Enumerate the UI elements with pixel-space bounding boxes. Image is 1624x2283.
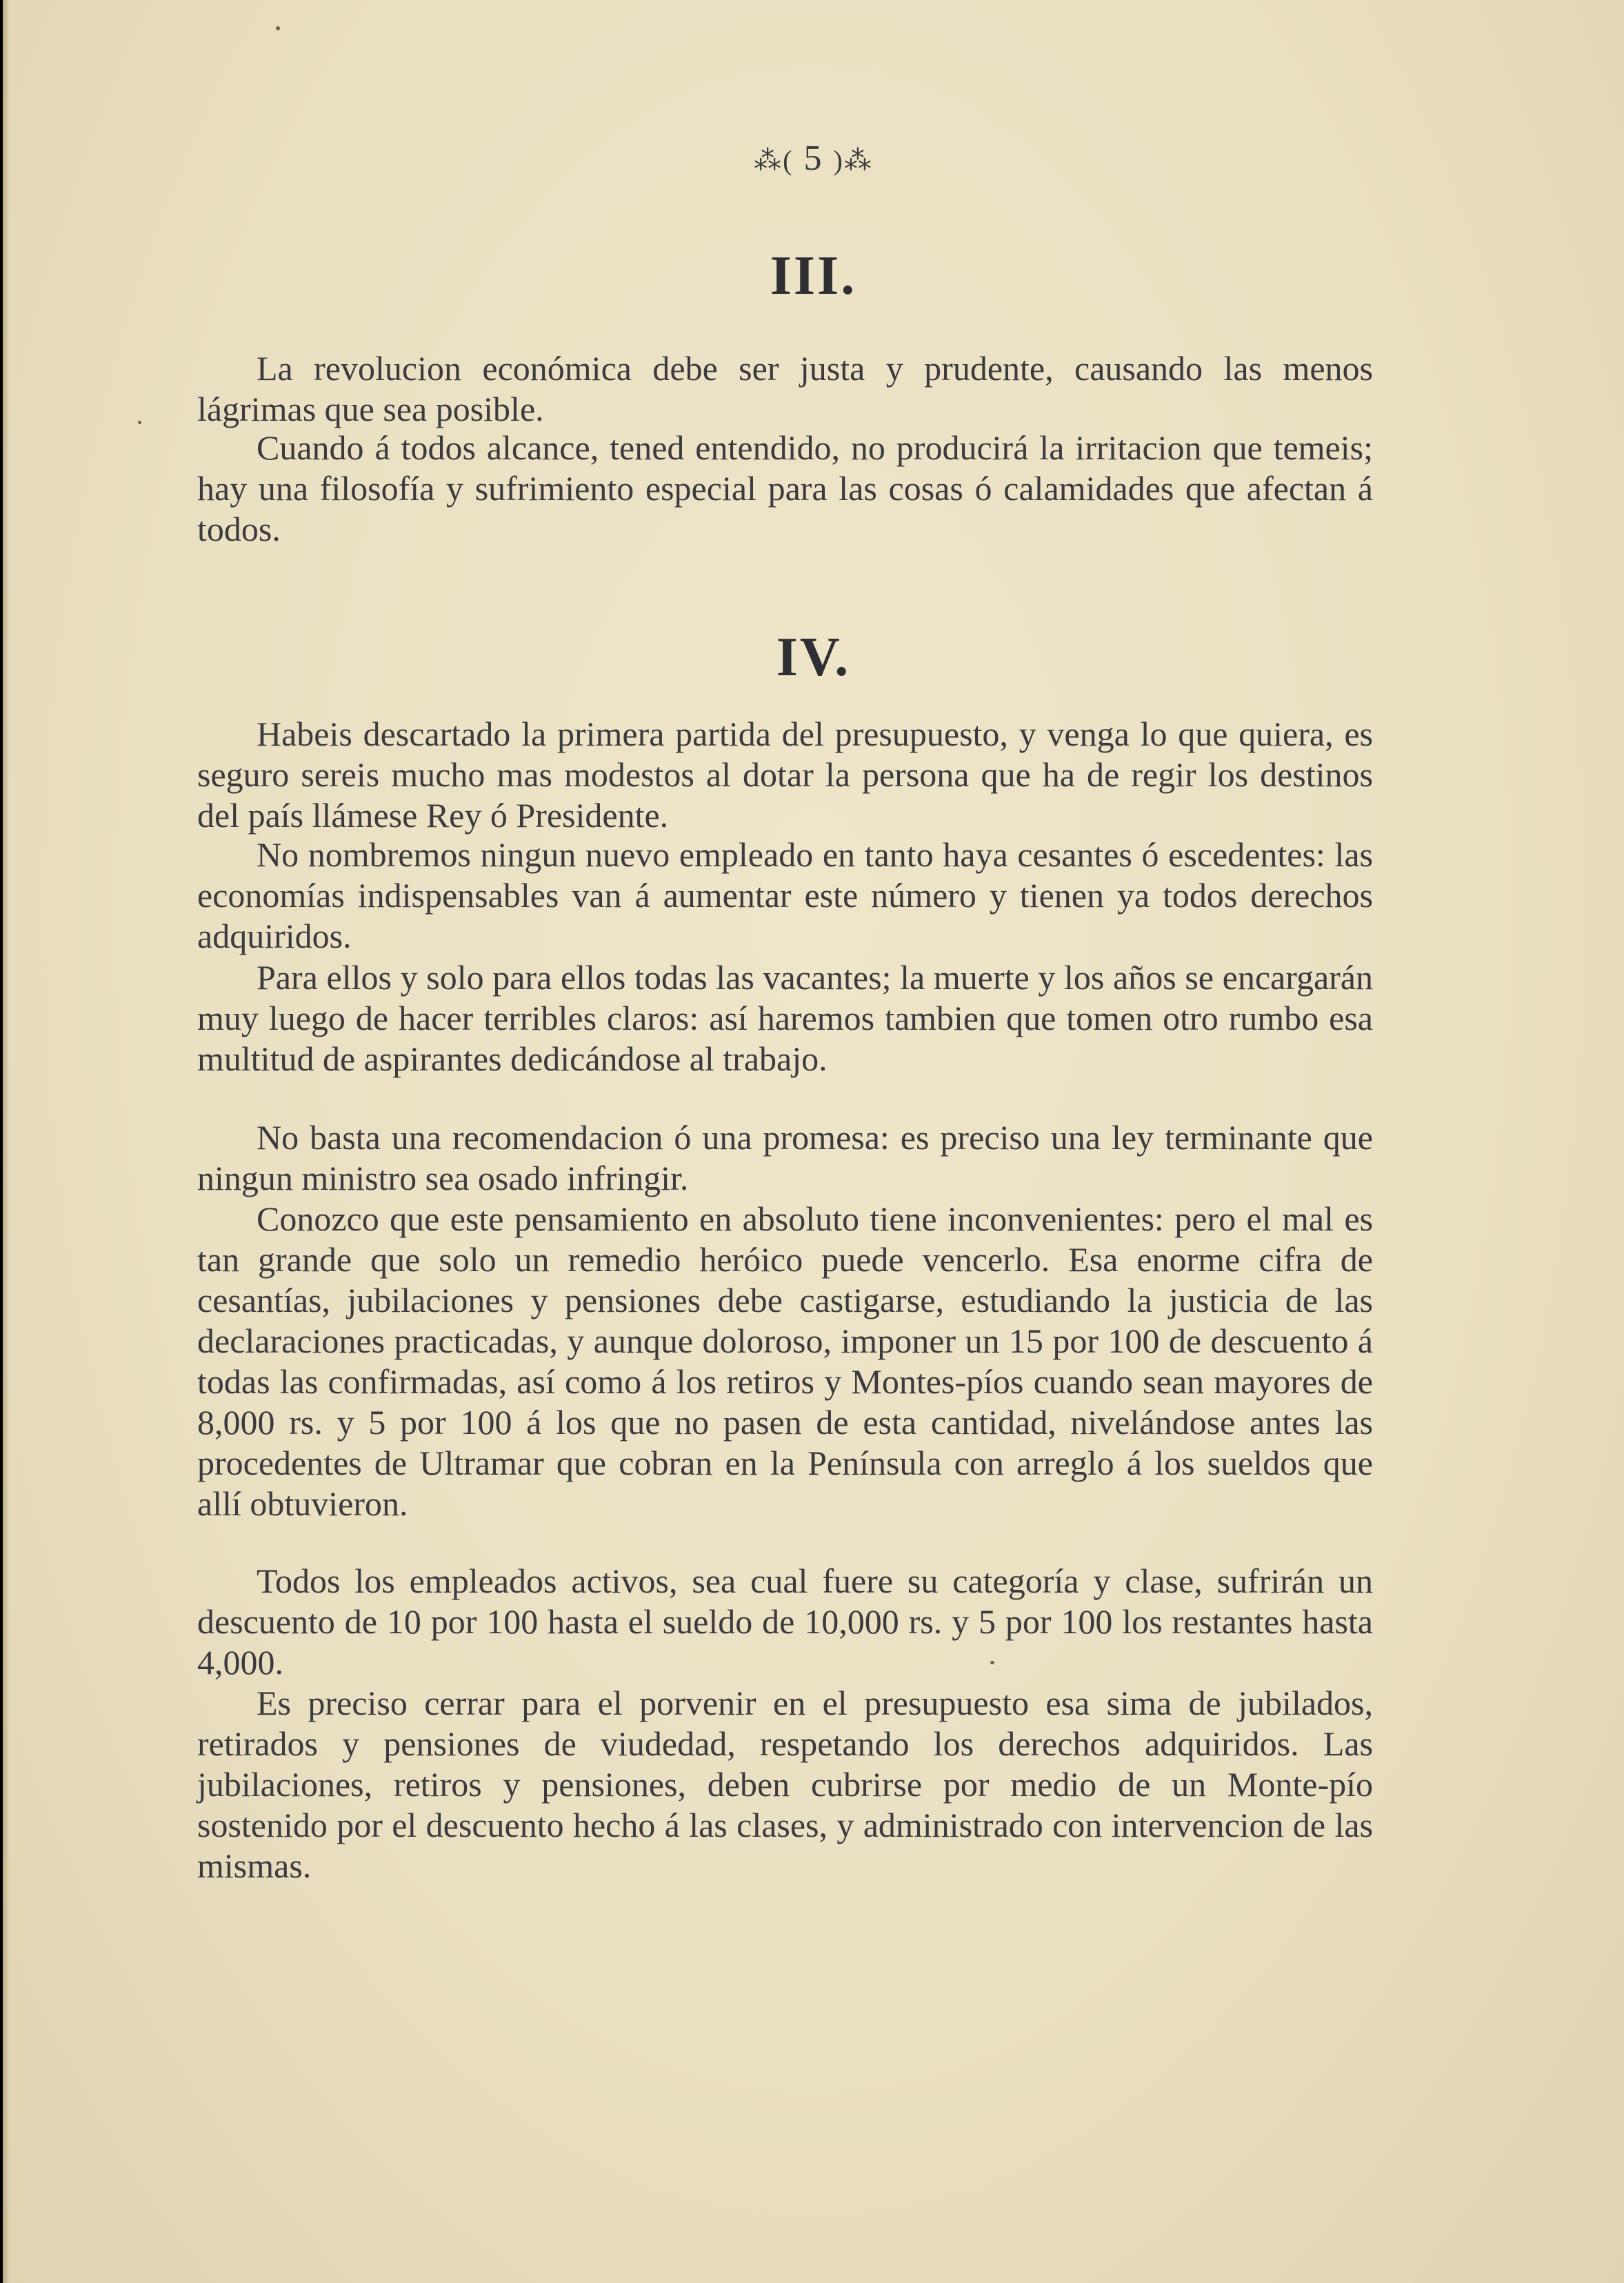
running-head [3,138,1624,179]
left-ornament: ⁂( [754,145,794,176]
book-page [3,0,1624,2283]
section-heading-iv: IV. [776,627,851,688]
paragraph-iv-2: No nombremos ningun nuevo empleado en tanto haya cesantes ó escedentes: las economías indispensables van á aumentar este número y tienen ya todos derechos adquiridos. [197,835,1373,955]
paragraph-iv-4: No basta una recomendacion ó una promesa: es preciso una ley terminante que ningun ministro sea osado infringir. [197,1118,1373,1197]
paper-speck [276,26,280,30]
page-edge-shadow [3,0,10,2283]
right-ornament: )⁂ [833,145,873,176]
paragraph-iv-6: Todos los empleados activos, sea cual fuere su categoría y clase, sufrirán un descuento de 10 por 100 hasta el sueldo de 10,000 rs. y 5 por 100 los restantes hasta 4,000. [197,1562,1373,1682]
paragraph-iv-7: Es preciso cerrar para el porvenir en el presupuesto esa sima de jubilados, retirados y pensiones de viudedad, respetando los derechos adquiridos. Las jubilaciones, retiros y pensiones, deben cubrirse por medio de un Monte-pío sostenido por el descuento hecho á las clases, y administrado con intervencion de las mismas. [197,1684,1373,1885]
paragraph-iii-2: Cuando á todos alcance, tened entendido, no producirá la irritacion que temeis; hay una filosofía y sufrimiento especial para las cosas ó calamidades que afectan á todos. [197,428,1373,548]
paragraph-iv-5: Conozco que este pensamiento en absoluto tiene inconvenientes: pero el mal es tan grande que solo un remedio heróico puede vencerlo. Esa enorme cifra de cesantías, jubilaciones y pensiones debe castigarse, estudiando la justicia de las declaraciones practicadas, y aunque doloroso, imponer un 15 por 100 de descuento á todas las confirmadas, así como á los retiros y Montes-píos cuando sean mayores de 8,000 rs. y 5 por 100 á los que no pasen de esta cantidad, nivelándose antes las procedentes de Ultramar que cobran en la Península con arreglo á los sueldos que allí obtuvieron. [197,1199,1373,1523]
paper-speck [138,421,141,424]
paragraph-iv-1: Habeis descartado la primera partida del presupuesto, y venga lo que quiera, es seguro sereis mucho mas modestos al dotar la persona que ha de regir los destinos del país llámese Rey ó Presidente. [197,715,1373,835]
section-heading-iii: III. [770,246,857,306]
page-number: 5 [803,139,823,178]
paragraph-iii-1: La revolucion económica debe ser justa y prudente, causando las menos lágrimas que sea posible. [197,349,1373,428]
paper-speck [990,1661,994,1664]
paragraph-iv-3: Para ellos y solo para ellos todas las vacantes; la muerte y los años se encargarán muy luego de hacer terribles claros: así haremos tambien que tomen otro rumbo esa multitud de aspirantes dedicándose al trabajo. [197,958,1373,1078]
